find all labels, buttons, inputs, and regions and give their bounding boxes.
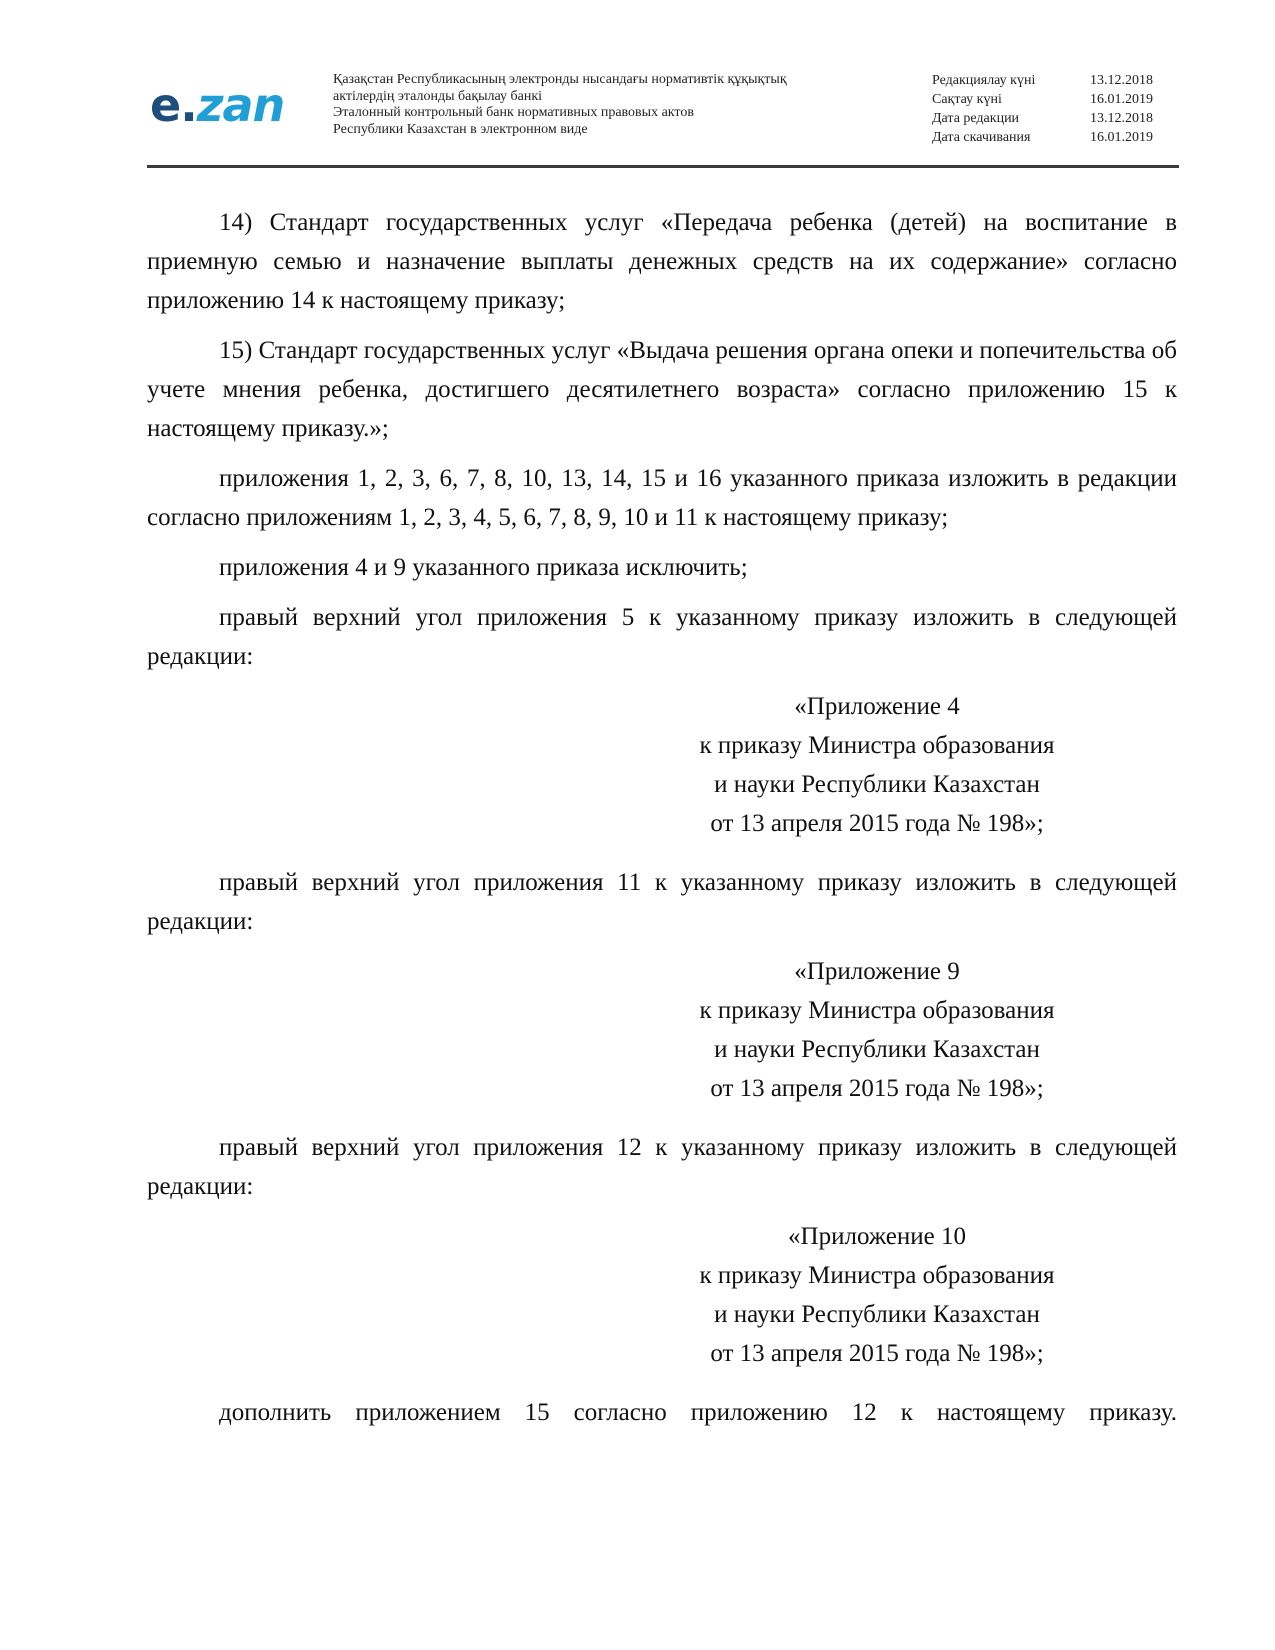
bank-title (333, 72, 893, 138)
appendix-line: и науки Республики Казахстан (714, 771, 1040, 798)
bank-title-line: Қазақстан Республикасының электронды нысандағы нормативтік құқықтық (333, 72, 787, 87)
document-body (147, 203, 1177, 1443)
appendix-line: к приказу Министра образования (699, 1262, 1055, 1289)
appendix-line: «Приложение 10 (788, 1223, 966, 1250)
document-header (147, 60, 1177, 168)
appendix-line: к приказу Министра образования (699, 997, 1055, 1024)
date-value: 13.12.2018 (1090, 111, 1153, 126)
date-label: Сақтау күні (932, 92, 1002, 107)
appendix-line: и науки Республики Казахстан (714, 1301, 1040, 1328)
appendix-line: «Приложение 9 (794, 958, 960, 985)
header-divider (147, 165, 1179, 168)
date-row (932, 71, 1177, 90)
appendix-line: к приказу Министра образования (699, 732, 1055, 759)
appendix-line: и науки Республики Казахстан (714, 1036, 1040, 1063)
bank-title-line: актілердің эталонды бақылау банкі (333, 88, 543, 104)
appendix-line: от 13 апреля 2015 года № 198»; (710, 810, 1044, 837)
date-label: Дата редакции (932, 111, 1020, 126)
date-value: 16.01.2019 (1090, 130, 1153, 145)
ezan-logo: e.zan (150, 78, 285, 132)
paragraph-appendix-5-corner: правый верхний угол приложения 5 к указанному приказу изложить в следующей редакции: (147, 604, 1177, 670)
paragraph-item-15: 15) Стандарт государственных услуг «Выдача решения органа опеки и попечительства об учете мнения ребенка, достигшего десятилетнего возраста» согласно приложению 15 к настоящему приказу.»; (147, 337, 1177, 442)
paragraph-appendices-exclusion: приложения 4 и 9 указанного приказа исключить; (219, 554, 748, 581)
paragraph-appendix-11-corner: правый верхний угол приложения 11 к указанному приказу изложить в следующей редакции: (147, 869, 1177, 935)
appendix-line: «Приложение 4 (794, 693, 960, 720)
date-value: 13.12.2018 (1090, 73, 1153, 88)
date-row (932, 109, 1177, 128)
paragraph-appendices-revision: приложения 1, 2, 3, 6, 7, 8, 10, 13, 14, 15 и 16 указанного приказа изложить в редакции согласно приложениям 1, 2, 3, 4, 5, 6, 7, 8, 9, 10 и 11 к настоящему приказу; (147, 465, 1177, 531)
date-label: Дата скачивания (932, 130, 1031, 145)
bank-title-line: Эталонный контрольный банк нормативных правовых актов (333, 105, 694, 120)
appendix-stamp-9 (662, 952, 1092, 1108)
date-value: 16.01.2019 (1090, 92, 1153, 107)
paragraph-item-14: 14) Стандарт государственных услуг «Передача ребенка (детей) на воспитание в приемную семью и назначение выплаты денежных средств на их содержание» согласно приложению 14 к настоящему приказу; (147, 209, 1177, 314)
date-table (932, 71, 1177, 147)
appendix-line: от 13 апреля 2015 года № 198»; (710, 1075, 1044, 1102)
date-row (932, 90, 1177, 109)
paragraph-supplement: дополнить приложением 15 согласно приложению 12 к настоящему приказу. (219, 1399, 1177, 1426)
appendix-stamp-10 (662, 1217, 1092, 1373)
appendix-line: от 13 апреля 2015 года № 198»; (710, 1340, 1044, 1367)
date-label: Редакциялау күні (932, 73, 1036, 88)
date-row (932, 128, 1177, 147)
bank-title-line: Республики Казахстан в электронном виде (333, 121, 588, 137)
appendix-stamp-4 (662, 687, 1092, 843)
paragraph-appendix-12-corner: правый верхний угол приложения 12 к указанному приказу изложить в следующей редакции: (147, 1134, 1177, 1200)
